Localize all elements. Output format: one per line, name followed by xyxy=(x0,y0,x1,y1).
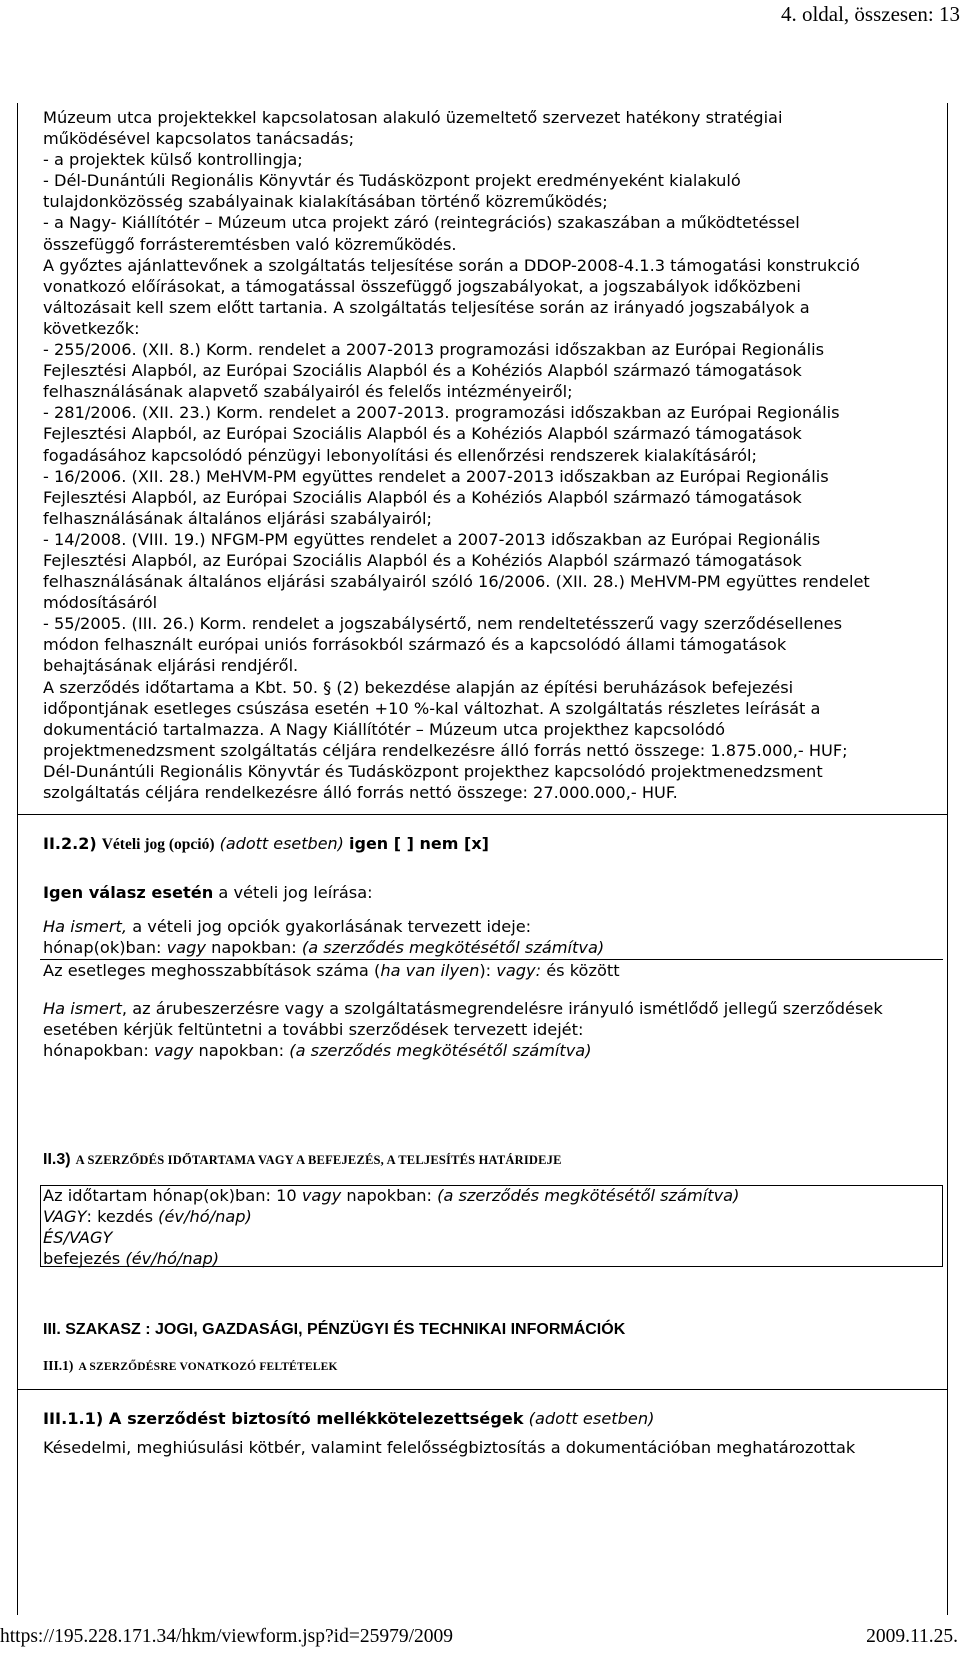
text-line: felhasználásának általános eljárási szabályairól; xyxy=(43,508,432,528)
l1b: a vételi jog opciók gyakorlásának tervezett ideje: xyxy=(127,917,532,936)
ra: Az esetleges meghosszabbítások száma ( xyxy=(43,961,381,980)
duration-heading xyxy=(43,1149,939,1169)
d1c: napokban: xyxy=(341,1186,438,1205)
l2c: napokban: xyxy=(205,938,302,958)
text-line: időpontjának esetleges csúszása esetén +10 %-kal változhat. A szolgáltatás részletes leírását a xyxy=(43,698,821,718)
text-line: szolgáltatás céljára rendelkezésre álló forrás nettó összege: 27.000.000,- HUF. xyxy=(43,783,678,802)
text-line: dokumentáció tartalmazza. A Nagy Kiállítótér – Múzeum utca projekthez kapcsolódó xyxy=(43,719,726,739)
text-line: - a projektek külső kontrollingja; xyxy=(43,150,303,170)
pb: , az árubeszerzésre vagy a szolgáltatásmegrendelésre irányuló ismétlődő jellegű szerződések xyxy=(121,999,883,1018)
text-line: A szerződés időtartama a Kbt. 50. § (2) bekezdése alapján az építési beruházások befejezési xyxy=(43,677,794,697)
pg: (a szerződés megkötésétől számítva) xyxy=(289,1041,592,1061)
d2a: VAGY xyxy=(43,1207,87,1227)
text-line: - a Nagy- Kiállítótér – Múzeum utca projekt záró (reintegrációs) szakaszában a működtetéssel xyxy=(43,213,800,233)
footer-date: 2009.11.25. xyxy=(866,1626,958,1647)
text-line: - 255/2006. (XII. 8.) Korm. rendelet a 2007-2013 programozási időszakban az Európai Regionális xyxy=(43,340,825,360)
text-line: Fejlesztési Alapból, az Európai Szociális Alapból és a Kohéziós Alapból származó támogatások xyxy=(43,361,802,381)
duration-title: A SZERZŐDÉS IDŐTARTAMA VAGY A BEFEJEZÉS, A TELJESÍTÉS HATÁRIDEJE xyxy=(75,1153,562,1167)
text-line: Fejlesztési Alapból, az Európai Szociális Alapból és a Kohéziós Alapból származó támogatások xyxy=(43,487,802,507)
d4b: (év/hó/nap) xyxy=(125,1249,220,1269)
pd: hónapokban: xyxy=(43,1041,154,1061)
pc: esetében kérjük feltüntetni a további szerződések tervezett idejét: xyxy=(43,1020,584,1040)
form-frame xyxy=(17,103,948,1615)
section3-sub xyxy=(43,1355,939,1374)
option-number: II.2.2) xyxy=(43,834,97,853)
text-line: módon felhasznált európai uniós forrásokból származó és a kapcsolódó állami támogatások xyxy=(43,635,787,655)
duration-box xyxy=(40,1185,943,1267)
text-line: behajtásának eljárási rendjéről. xyxy=(43,656,299,676)
text-line: Múzeum utca projektekkel kapcsolatosan alakuló üzemeltető szervezet hatékony stratégiai xyxy=(43,108,783,127)
sub-number: III.1) xyxy=(43,1358,74,1373)
duration-number: II.3) xyxy=(43,1151,71,1168)
text-line: - 55/2005. (III. 26.) Korm. rendelet a jogszabálysértő, nem rendeltetésszerű vagy szerződésellenes xyxy=(43,614,843,634)
text-line: - 16/2006. (XII. 28.) MeHVM-PM együttes rendelet a 2007-2013 időszakban az Európai Regionális xyxy=(43,466,829,486)
text-line: felhasználásának alapvető szabályairól és felelős intézményeiről; xyxy=(43,382,573,402)
d1b: vagy xyxy=(301,1186,342,1205)
l1a: Ha ismert, xyxy=(43,917,128,936)
text-line: tulajdonközösség szabályainak kialakításában történő közreműködés; xyxy=(43,192,608,212)
rd: vagy: xyxy=(496,961,542,980)
divider xyxy=(18,1389,947,1390)
text-line: következők: xyxy=(43,318,140,338)
footer-url: https://195.228.171.34/hkm/viewform.jsp?id=25979/2009 xyxy=(0,1626,453,1647)
l2b: vagy xyxy=(166,938,206,958)
option-choice: igen [ ] nem [x] xyxy=(349,834,489,853)
d2b: : kezdés xyxy=(86,1207,159,1227)
yes-bold: Igen válasz esetén xyxy=(43,883,214,902)
section3-item xyxy=(43,1408,939,1429)
text-line: működésével kapcsolatos tanácsadás; xyxy=(43,129,355,149)
text-line: változásait kell szem előtt tartania. A szolgáltatás teljesítése során az irányadó jogszabályok a xyxy=(43,297,810,317)
text-line: összefüggő forrásteremtésben való közreműködés. xyxy=(43,234,457,254)
option-title: Vételi jog (opció) xyxy=(101,836,215,853)
text-line: Fejlesztési Alapból, az Európai Szociális Alapból és a Kohéziós Alapból származó támogatások xyxy=(43,550,802,570)
item-note: (adott esetben) xyxy=(523,1409,655,1428)
sub-title: A SZERZŐDÉSRE VONATKOZÓ FELTÉTELEK xyxy=(78,1361,338,1373)
option-heading xyxy=(43,834,939,854)
renewals-line xyxy=(43,960,939,981)
yes-rest: a vételi jog leírása: xyxy=(213,883,373,902)
l2a: hónap(ok)ban: xyxy=(43,938,167,958)
option-yes-label xyxy=(43,882,939,903)
rb: ha van ilyen xyxy=(380,961,480,980)
text-line: - 281/2006. (XII. 23.) Korm. rendelet a 2007-2013. programozási időszakban az Európai Regionális xyxy=(43,403,840,423)
text-line: módosításáról xyxy=(43,593,158,613)
divider xyxy=(18,814,947,815)
section3-item-text: Késedelmi, meghiúsulási kötbér, valamint felelősségbiztosítás a dokumentációban meghatározottak xyxy=(43,1438,856,1457)
re: és között xyxy=(541,961,620,980)
text-line: projektmenedzsment szolgáltatás céljára rendelkezésre álló forrás nettó összege: 1.875.000,- HUF; xyxy=(43,740,848,760)
pf: napokban: xyxy=(193,1041,290,1061)
option-note: (adott esetben) xyxy=(219,834,344,853)
recurring-contracts xyxy=(43,998,939,1061)
d1d: (a szerződés megkötésétől számítva) xyxy=(437,1186,740,1205)
text-line: - 14/2008. (VIII. 19.) NFGM-PM együttes rendelet a 2007-2013 időszakban az Európai Regionális xyxy=(43,529,821,549)
option-timing xyxy=(43,916,939,958)
text-line: felhasználásának általános eljárási szabályairól szóló 16/2006. (XII. 28.) MeHVM-PM együttes rendelet xyxy=(43,572,870,592)
pa: Ha ismert xyxy=(43,999,122,1018)
description-text xyxy=(43,107,939,803)
text-line: Dél-Dunántúli Regionális Könyvtár és Tudásközpont projekthez kapcsolódó projektmenedzsment xyxy=(43,761,823,781)
text-line: vonatkozó előírásokat, a támogatással összefüggő jogszabályokat, a jogszabályok időközbeni xyxy=(43,276,801,296)
pe: vagy xyxy=(153,1041,194,1061)
text-line: A győztes ajánlattevőnek a szolgáltatás teljesítése során a DDOP-2008-4.1.3 támogatási konstrukció xyxy=(43,255,860,275)
section3-title: III. SZAKASZ : JOGI, GAZDASÁGI, PÉNZÜGYI ÉS TECHNIKAI INFORMÁCIÓK xyxy=(43,1321,626,1338)
text-line: fogadásához kapcsolódó pénzügyi lebonyolítási és ellenőrzési rendszerek kialakításáról; xyxy=(43,445,757,465)
rc: ): xyxy=(479,961,497,980)
item-title: III.1.1) A szerződést biztosító mellékkötelezettségek xyxy=(43,1409,524,1428)
text-line: - Dél-Dunántúli Regionális Könyvtár és Tudásközpont projekt eredményeként kialakuló xyxy=(43,171,741,191)
d1a: Az időtartam hónap(ok)ban: 10 xyxy=(43,1186,302,1205)
l2d: (a szerződés megkötésétől számítva) xyxy=(301,938,605,958)
d2c: (év/hó/nap) xyxy=(158,1207,252,1227)
d4a: befejezés xyxy=(43,1249,126,1269)
d3: ÉS/VAGY xyxy=(43,1228,113,1248)
page-number: 4. oldal, összesen: 13 xyxy=(780,2,960,26)
text-line: Fejlesztési Alapból, az Európai Szociális Alapból és a Kohéziós Alapból származó támogatások xyxy=(43,424,802,444)
